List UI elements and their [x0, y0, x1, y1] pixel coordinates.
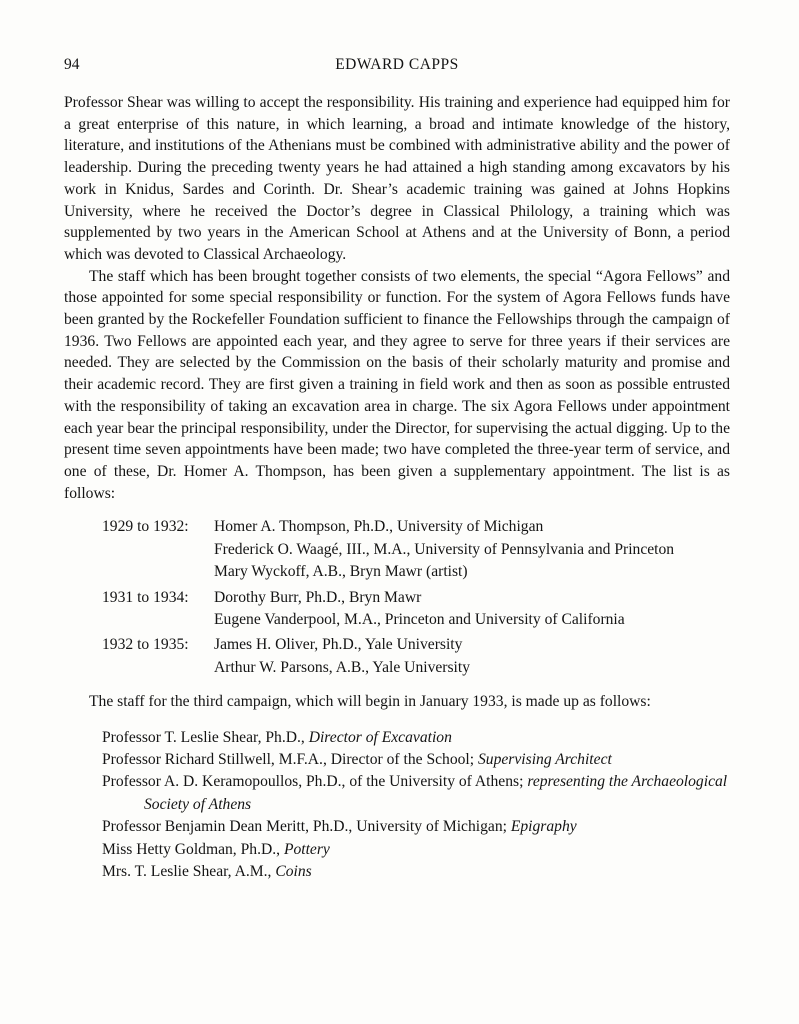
staff-entry — [102, 839, 730, 861]
staff-name: Professor Benjamin Dean Meritt, Ph.D., University of Michigan; — [102, 818, 511, 836]
fellows-period: 1932 to 1935: — [102, 636, 189, 654]
staff-role: Epigraphy — [510, 818, 577, 836]
staff-entry — [102, 749, 730, 771]
paragraph-staff-elements: The staff which has been brought together consists of two elements, the special “Agora Fellows” and those appointed for some special responsibility or function. For the system of Agora Fellows funds have been granted by the Rockefeller Foundation sufficient to finance the Fellowships through the campaign of 1936. Two Fellows are appointed each year, and they agree to serve for three years if their services are needed. They are selected by the Commission on the basis of their scholarly maturity and promise and their academic record. They are first given a training in field work and then as soon as possible entrusted with the responsibility of taking an excavation area in charge. The six Agora Fellows under appointment each year bear the principal responsibility, under the Director, for supervising the actual digging. Up to the present time seven appointments have been made; two have completed the three-year term of service, and one of these, Dr. Homer A. Thompson, has been given a supplementary appointment. The list is as follows: — [64, 267, 730, 502]
fellows-group — [102, 516, 730, 583]
fellow-entry: Arthur W. Parsons, A.B., Yale University — [214, 658, 471, 676]
staff-name: Professor Richard Stillwell, M.F.A., Director of the School; — [102, 751, 478, 769]
agora-fellows-list — [102, 516, 730, 679]
staff-role: representing the Archaeological Society of Athens — [144, 773, 728, 813]
fellow-entry: Mary Wyckoff, A.B., Bryn Mawr (artist) — [214, 563, 468, 581]
staff-name: Mrs. T. Leslie Shear, A.M., — [102, 863, 276, 881]
staff-role: Director of Excavation — [308, 728, 452, 746]
fellow-entry: Homer A. Thompson, Ph.D., University of Michigan — [214, 518, 544, 536]
third-campaign-staff-list — [102, 727, 730, 884]
staff-name: Professor A. D. Keramopoullos, Ph.D., of the University of Athens; — [102, 773, 528, 791]
staff-role: Pottery — [283, 840, 330, 858]
staff-entry — [102, 861, 730, 883]
fellow-entry: Eugene Vanderpool, M.A., Princeton and University of California — [214, 610, 625, 628]
paragraph-staff-intro: The staff for the third campaign, which will begin in January 1933, is made up as follows: — [89, 693, 651, 711]
running-head: EDWARD CAPPS — [335, 56, 459, 73]
fellows-group — [102, 634, 730, 679]
staff-entry — [102, 816, 730, 838]
fellows-period: 1929 to 1932: — [102, 518, 189, 536]
staff-role: Supervising Architect — [478, 751, 612, 769]
fellow-entry: James H. Oliver, Ph.D., Yale University — [214, 636, 463, 654]
staff-entry — [102, 771, 730, 816]
fellows-group — [102, 587, 730, 632]
page-number: 94 — [64, 56, 80, 73]
paragraph-shear-training: Professor Shear was willing to accept the responsibility. His training and experience had equipped him for a great enterprise of this nature, in which learning, a broad and intimate knowledge of the history, literature, and institutions of the Athenians must be combined with administrative ability and the power of leadership. During the preceding twenty years he had attained a high standing among excavators by his work in Knidus, Sardes and Corinth. Dr. Shear’s academic training was gained at Johns Hopkins University, where he received the Doctor’s degree in Classical Philology, a training which was supplemented by two years in the American School at Athens and at the University of Bonn, a period which was devoted to Classical Archaeology. — [64, 94, 730, 263]
page-header — [64, 56, 730, 78]
fellow-entry: Dorothy Burr, Ph.D., Bryn Mawr — [214, 588, 422, 606]
page-body — [64, 92, 730, 883]
fellow-entry: Frederick O. Waagé, III., M.A., University of Pennsylvania and Princeton — [214, 540, 675, 558]
staff-name: Miss Hetty Goldman, Ph.D., — [102, 840, 284, 858]
staff-entry — [102, 727, 730, 749]
staff-name: Professor T. Leslie Shear, Ph.D., — [102, 728, 309, 746]
fellows-period: 1931 to 1934: — [102, 588, 189, 606]
staff-role: Coins — [275, 863, 312, 881]
